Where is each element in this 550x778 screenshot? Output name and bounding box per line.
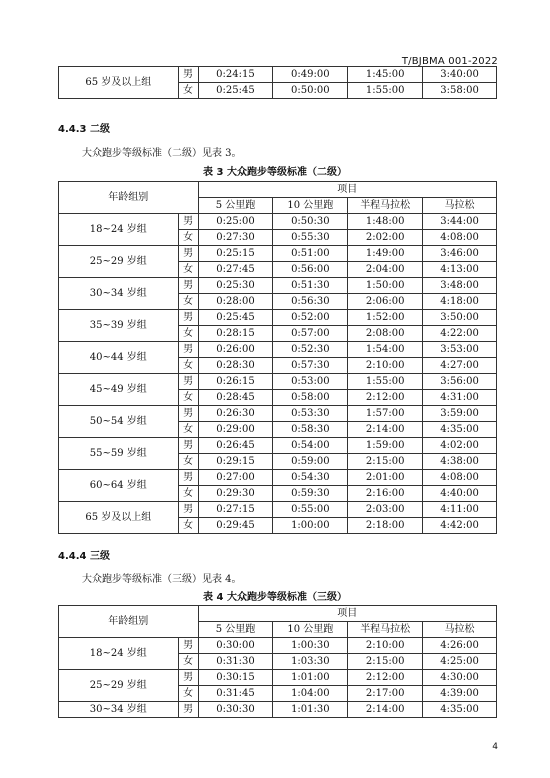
time-half-marathon-cell: 2:18:00 — [348, 518, 423, 534]
time-marathon-cell: 4:25:00 — [423, 654, 497, 670]
sex-cell: 女 — [178, 486, 198, 502]
time-10k-cell: 0:57:00 — [273, 326, 348, 342]
time-marathon-cell: 3:40:00 — [423, 67, 497, 83]
time-half-marathon-cell: 2:04:00 — [348, 262, 423, 278]
table-row — [59, 470, 497, 486]
time-10k-cell: 0:52:30 — [273, 342, 348, 358]
age-group-cell: 55~59 岁组 — [59, 438, 179, 470]
time-10k-cell: 0:55:00 — [273, 502, 348, 518]
sex-cell: 女 — [178, 230, 198, 246]
time-10k-cell: 0:54:30 — [273, 470, 348, 486]
table-row — [59, 278, 497, 294]
sex-cell: 女 — [178, 326, 198, 342]
document-code: T/BJBMA 001-2022 — [401, 56, 498, 67]
sex-cell: 男 — [178, 702, 198, 718]
sex-cell: 女 — [178, 518, 198, 534]
section-heading-4-4-4: 4.4.4 三级 — [58, 551, 110, 562]
time-10k-cell: 1:00:00 — [273, 518, 348, 534]
time-10k-cell: 0:52:00 — [273, 310, 348, 326]
age-group-cell: 60~64 岁组 — [59, 470, 179, 502]
time-half-marathon-cell: 2:17:00 — [348, 686, 423, 702]
time-half-marathon-cell: 1:52:00 — [348, 310, 423, 326]
time-10k-cell: 0:58:00 — [273, 390, 348, 406]
time-marathon-cell: 4:35:00 — [423, 702, 497, 718]
time-5k-cell: 0:29:15 — [198, 454, 273, 470]
time-marathon-cell: 3:50:00 — [423, 310, 497, 326]
time-marathon-cell: 4:42:00 — [423, 518, 497, 534]
time-10k-cell: 0:49:00 — [273, 67, 348, 83]
age-group-cell: 25~29 岁组 — [59, 246, 179, 278]
sex-cell: 女 — [178, 294, 198, 310]
time-marathon-cell: 4:35:00 — [423, 422, 497, 438]
sex-cell: 男 — [178, 214, 198, 230]
age-group-cell: 18~24 岁组 — [59, 214, 179, 246]
time-5k-cell: 0:25:45 — [198, 310, 273, 326]
header-project: 项目 — [198, 182, 496, 198]
sex-cell: 男 — [178, 67, 198, 83]
age-group-cell: 40~44 岁组 — [59, 342, 179, 374]
table-row — [59, 214, 497, 230]
page-number: 4 — [492, 742, 498, 752]
time-10k-cell: 0:53:00 — [273, 374, 348, 390]
time-5k-cell: 0:27:15 — [198, 502, 273, 518]
age-group-cell: 65 岁及以上组 — [59, 502, 179, 534]
age-group-cell: 45~49 岁组 — [59, 374, 179, 406]
time-half-marathon-cell: 2:03:00 — [348, 502, 423, 518]
time-half-marathon-cell: 1:57:00 — [348, 406, 423, 422]
time-5k-cell: 0:28:45 — [198, 390, 273, 406]
table-row — [59, 246, 497, 262]
header-half-marathon: 半程马拉松 — [348, 622, 423, 638]
time-5k-cell: 0:29:00 — [198, 422, 273, 438]
time-half-marathon-cell: 1:55:00 — [348, 83, 423, 99]
header-5k: 5 公里跑 — [198, 198, 273, 214]
sex-cell: 男 — [178, 342, 198, 358]
sex-cell: 男 — [178, 278, 198, 294]
time-marathon-cell: 4:39:00 — [423, 686, 497, 702]
time-5k-cell: 0:24:15 — [198, 67, 273, 83]
header-10k: 10 公里跑 — [273, 622, 348, 638]
time-half-marathon-cell: 1:49:00 — [348, 246, 423, 262]
table-row — [59, 374, 497, 390]
time-5k-cell: 0:25:45 — [198, 83, 273, 99]
sex-cell: 男 — [178, 246, 198, 262]
time-half-marathon-cell: 2:02:00 — [348, 230, 423, 246]
sex-cell: 男 — [178, 310, 198, 326]
time-5k-cell: 0:25:30 — [198, 278, 273, 294]
time-10k-cell: 0:53:30 — [273, 406, 348, 422]
time-half-marathon-cell: 1:59:00 — [348, 438, 423, 454]
time-marathon-cell: 4:31:00 — [423, 390, 497, 406]
sex-cell: 男 — [178, 638, 198, 654]
age-group-cell: 35~39 岁组 — [59, 310, 179, 342]
time-10k-cell: 0:51:30 — [273, 278, 348, 294]
time-half-marathon-cell: 2:14:00 — [348, 422, 423, 438]
table-row — [59, 406, 497, 422]
time-marathon-cell: 3:59:00 — [423, 406, 497, 422]
section-heading-4-4-3: 4.4.3 二级 — [58, 124, 110, 135]
header-10k: 10 公里跑 — [273, 198, 348, 214]
time-5k-cell: 0:31:45 — [198, 686, 273, 702]
table-row — [59, 438, 497, 454]
sex-cell: 男 — [178, 374, 198, 390]
time-half-marathon-cell: 2:06:00 — [348, 294, 423, 310]
sex-cell: 男 — [178, 438, 198, 454]
header-project: 项目 — [198, 606, 496, 622]
time-10k-cell: 0:50:00 — [273, 83, 348, 99]
time-half-marathon-cell: 1:48:00 — [348, 214, 423, 230]
time-10k-cell: 0:56:00 — [273, 262, 348, 278]
time-10k-cell: 1:01:30 — [273, 702, 348, 718]
time-5k-cell: 0:28:00 — [198, 294, 273, 310]
table-3-caption: 表 3 大众跑步等级标准（二级） — [203, 167, 347, 178]
header-marathon: 马拉松 — [423, 198, 497, 214]
header-marathon: 马拉松 — [423, 622, 497, 638]
time-5k-cell: 0:29:30 — [198, 486, 273, 502]
time-marathon-cell: 3:56:00 — [423, 374, 497, 390]
time-marathon-cell: 4:38:00 — [423, 454, 497, 470]
time-5k-cell: 0:30:00 — [198, 638, 273, 654]
time-marathon-cell: 4:02:00 — [423, 438, 497, 454]
age-group-cell: 18~24 岁组 — [59, 638, 179, 670]
time-5k-cell: 0:28:15 — [198, 326, 273, 342]
age-group-cell: 30~34 岁组 — [59, 278, 179, 310]
header-half-marathon: 半程马拉松 — [348, 198, 423, 214]
sex-cell: 男 — [178, 670, 198, 686]
time-marathon-cell: 4:27:00 — [423, 358, 497, 374]
time-marathon-cell: 4:26:00 — [423, 638, 497, 654]
time-marathon-cell: 4:30:00 — [423, 670, 497, 686]
time-5k-cell: 0:27:30 — [198, 230, 273, 246]
time-marathon-cell: 3:46:00 — [423, 246, 497, 262]
table-row — [59, 702, 497, 718]
table-row — [59, 67, 497, 83]
table-3 — [58, 181, 497, 534]
time-half-marathon-cell: 1:55:00 — [348, 374, 423, 390]
time-5k-cell: 0:30:15 — [198, 670, 273, 686]
time-10k-cell: 0:51:00 — [273, 246, 348, 262]
time-half-marathon-cell: 1:50:00 — [348, 278, 423, 294]
sex-cell: 女 — [178, 358, 198, 374]
table-row — [59, 310, 497, 326]
sex-cell: 女 — [178, 262, 198, 278]
sex-cell: 男 — [178, 406, 198, 422]
time-half-marathon-cell: 2:08:00 — [348, 326, 423, 342]
age-group-cell: 50~54 岁组 — [59, 406, 179, 438]
time-10k-cell: 0:58:30 — [273, 422, 348, 438]
time-marathon-cell: 4:08:00 — [423, 230, 497, 246]
time-10k-cell: 0:56:30 — [273, 294, 348, 310]
time-10k-cell: 0:59:30 — [273, 486, 348, 502]
table-row — [59, 502, 497, 518]
header-age-group: 年龄组别 — [59, 606, 199, 638]
time-10k-cell: 0:55:30 — [273, 230, 348, 246]
time-5k-cell: 0:29:45 — [198, 518, 273, 534]
section-text-4-4-4: 大众跑步等级标准（三级）见表 4。 — [82, 574, 242, 585]
time-marathon-cell: 4:18:00 — [423, 294, 497, 310]
time-half-marathon-cell: 2:10:00 — [348, 638, 423, 654]
section-text-4-4-3: 大众跑步等级标准（二级）见表 3。 — [82, 148, 242, 159]
header-5k: 5 公里跑 — [198, 622, 273, 638]
table-row — [59, 638, 497, 654]
time-half-marathon-cell: 1:54:00 — [348, 342, 423, 358]
time-5k-cell: 0:25:15 — [198, 246, 273, 262]
sex-cell: 男 — [178, 502, 198, 518]
time-10k-cell: 0:57:30 — [273, 358, 348, 374]
time-10k-cell: 1:00:30 — [273, 638, 348, 654]
time-marathon-cell: 4:40:00 — [423, 486, 497, 502]
age-group-cell: 30~34 岁组 — [59, 702, 179, 718]
age-group-cell: 65 岁及以上组 — [59, 67, 179, 99]
sex-cell: 女 — [178, 83, 198, 99]
time-half-marathon-cell: 2:01:00 — [348, 470, 423, 486]
age-group-cell: 25~29 岁组 — [59, 670, 179, 702]
time-10k-cell: 1:04:00 — [273, 686, 348, 702]
time-5k-cell: 0:31:30 — [198, 654, 273, 670]
table-row — [59, 342, 497, 358]
time-10k-cell: 0:50:30 — [273, 214, 348, 230]
sex-cell: 女 — [178, 654, 198, 670]
time-marathon-cell: 4:08:00 — [423, 470, 497, 486]
time-half-marathon-cell: 2:12:00 — [348, 670, 423, 686]
time-5k-cell: 0:25:00 — [198, 214, 273, 230]
time-5k-cell: 0:27:45 — [198, 262, 273, 278]
time-marathon-cell: 3:53:00 — [423, 342, 497, 358]
time-half-marathon-cell: 1:45:00 — [348, 67, 423, 83]
time-marathon-cell: 3:48:00 — [423, 278, 497, 294]
time-marathon-cell: 4:22:00 — [423, 326, 497, 342]
time-5k-cell: 0:27:00 — [198, 470, 273, 486]
time-10k-cell: 0:54:00 — [273, 438, 348, 454]
time-marathon-cell: 3:44:00 — [423, 214, 497, 230]
table-4 — [58, 605, 497, 718]
time-half-marathon-cell: 2:12:00 — [348, 390, 423, 406]
time-5k-cell: 0:26:45 — [198, 438, 273, 454]
header-age-group: 年龄组别 — [59, 182, 199, 214]
time-10k-cell: 0:59:00 — [273, 454, 348, 470]
time-half-marathon-cell: 2:16:00 — [348, 486, 423, 502]
time-marathon-cell: 4:13:00 — [423, 262, 497, 278]
time-5k-cell: 0:26:00 — [198, 342, 273, 358]
sex-cell: 女 — [178, 422, 198, 438]
time-half-marathon-cell: 2:15:00 — [348, 454, 423, 470]
table-4-caption: 表 4 大众跑步等级标准（三级） — [203, 592, 347, 603]
time-10k-cell: 1:01:00 — [273, 670, 348, 686]
time-5k-cell: 0:26:30 — [198, 406, 273, 422]
time-10k-cell: 1:03:30 — [273, 654, 348, 670]
time-half-marathon-cell: 2:15:00 — [348, 654, 423, 670]
time-marathon-cell: 4:11:00 — [423, 502, 497, 518]
time-half-marathon-cell: 2:10:00 — [348, 358, 423, 374]
sex-cell: 女 — [178, 390, 198, 406]
time-5k-cell: 0:26:15 — [198, 374, 273, 390]
table-2-continued — [58, 66, 497, 99]
sex-cell: 男 — [178, 470, 198, 486]
table-row — [59, 670, 497, 686]
time-5k-cell: 0:30:30 — [198, 702, 273, 718]
time-5k-cell: 0:28:30 — [198, 358, 273, 374]
sex-cell: 女 — [178, 686, 198, 702]
time-marathon-cell: 3:58:00 — [423, 83, 497, 99]
sex-cell: 女 — [178, 454, 198, 470]
time-half-marathon-cell: 2:14:00 — [348, 702, 423, 718]
